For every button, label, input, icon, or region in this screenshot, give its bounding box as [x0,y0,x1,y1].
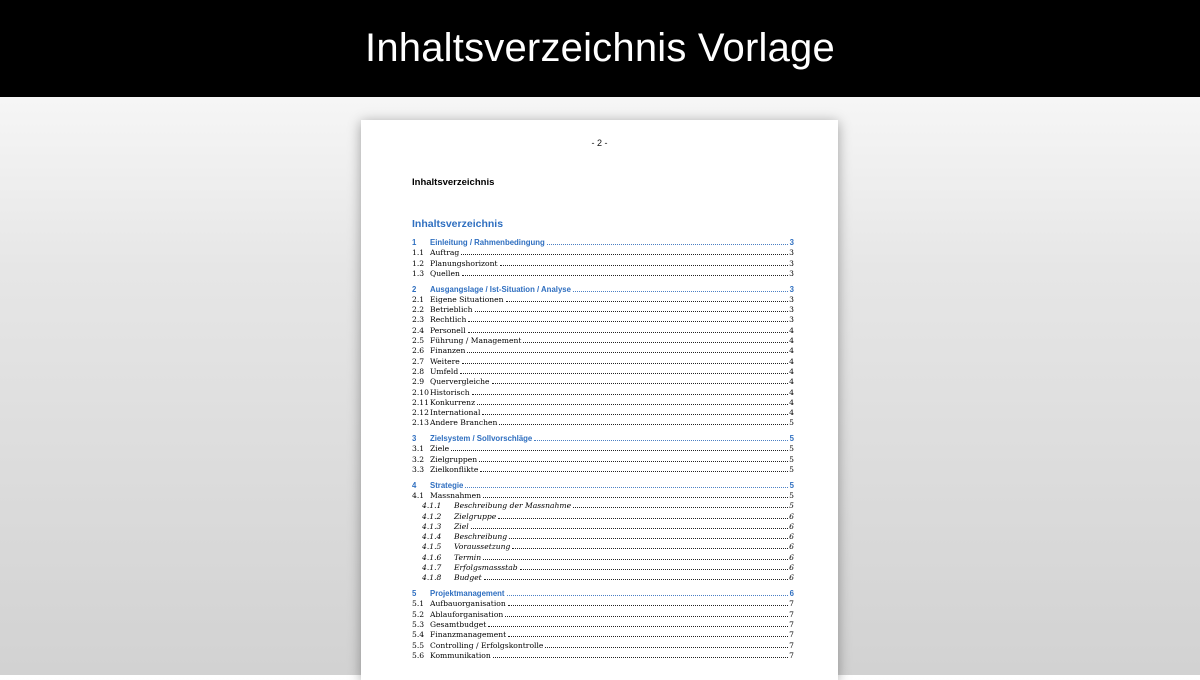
toc-entry-page: 3 [789,294,794,304]
toc-entry-label: Rechtlich [430,315,467,325]
toc-leader-dots [484,573,788,580]
toc-entry-label: Beschreibung der Massnahme [454,501,572,511]
toc-entry-label: Gesamtbudget [430,619,487,629]
toc-entry-number: 2.4 [412,325,425,335]
toc-entry-page: 7 [789,619,794,629]
toc-entry-label: Einleitung / Rahmenbedingung [430,238,545,247]
toc-entry-page: 3 [789,268,794,278]
toc-entry-label: Weitere [430,356,460,366]
toc-entry-label: Ausgangslage / Ist-Situation / Analyse [430,284,571,294]
toc-entry-page: 3 [789,284,794,294]
toc-entry-page: 4 [789,366,794,376]
toc-entry-number: 2.2 [412,305,425,315]
toc-entry-number: 2.13 [412,418,429,428]
toc-entry[interactable] [412,269,794,279]
toc-chapter-entry[interactable] [412,434,794,444]
toc-entry-number: 1.2 [412,258,425,268]
toc-entry[interactable] [412,501,794,511]
toc-entry-label: Finanzmanagement [430,630,507,640]
table-of-contents [412,238,794,661]
toc-entry-label: Termin [454,552,482,562]
toc-entry-page: 5 [789,418,794,428]
toc-entry-page: 6 [789,573,794,583]
toc-entry-number: 5.2 [412,609,425,619]
toc-leader-dots [534,434,788,441]
toc-entry-label: Planungshorizont [430,258,498,268]
toc-entry-label: Zielgruppe [454,511,497,521]
toc-leader-dots [462,269,788,276]
toc-entry-page: 4 [789,356,794,366]
toc-entry-number: 3.1 [412,444,425,454]
toc-entry-label: Quellen [430,268,460,278]
toc-entry-page: 4 [789,377,794,387]
toc-entry-number: 4.1.7 [422,563,442,573]
toc-leader-dots [480,465,788,472]
toc-leader-dots [523,336,788,343]
toc-entry-label: Umfeld [430,366,459,376]
toc-entry-number: 5.4 [412,630,425,640]
toc-entry-number: 4.1.5 [422,542,442,552]
toc-entry-page: 6 [789,552,794,562]
toc-leader-dots [462,357,788,364]
toc-entry-label: Konkurrenz [430,397,476,407]
toc-entry-number: 3.2 [412,454,425,464]
toc-entry-number: 5 [412,589,417,599]
toc-leader-dots [545,641,788,648]
toc-entry-label: Voraussetzung [454,542,511,552]
toc-entry-label: Zielsystem / Sollvorschläge [430,434,533,444]
toc-entry-label: Betrieblich [430,305,473,315]
toc-entry-number: 5.3 [412,619,425,629]
toc-entry[interactable] [412,599,794,609]
toc-entry-label: Personell [430,325,466,335]
toc-entry-number: 2 [412,284,417,294]
toc-entry[interactable] [412,465,794,475]
toc-entry-page: 3 [789,248,794,258]
toc-leader-dots [508,630,788,637]
toc-entry-page: 5 [789,444,794,454]
toc-entry-page: 7 [789,630,794,640]
page-number: - 2 - [591,138,608,148]
toc-entry[interactable] [412,336,794,346]
toc-entry-label: Kommunikation [430,650,491,660]
toc-entry-label: Eigene Situationen [430,294,504,304]
toc-entry-page: 4 [789,397,794,407]
toc-chapter-entry[interactable] [412,589,794,599]
toc-entry-page: 4 [789,336,794,346]
toc-entry-number: 2.12 [412,408,429,418]
toc-entry-number: 2.1 [412,294,425,304]
toc-entry[interactable] [412,610,794,620]
toc-entry[interactable] [412,455,794,465]
toc-entry-label: Andere Branchen [430,418,498,428]
toc-leader-dots [500,259,788,266]
toc-entry[interactable] [412,641,794,651]
toc-entry[interactable] [412,651,794,661]
toc-entry[interactable] [412,346,794,356]
toc-entry[interactable] [412,522,794,532]
toc-entry[interactable] [412,630,794,640]
toc-entry-label: Projektmanagement [430,589,505,599]
toc-leader-dots [509,532,788,539]
toc-entry[interactable] [412,620,794,630]
toc-entry-page: 3 [789,238,794,247]
toc-entry-page: 4 [789,387,794,397]
toc-entry-number: 4.1 [412,491,425,500]
toc-entry-label: Massnahmen [430,491,481,500]
toc-leader-dots [483,553,788,560]
toc-entry-number: 5.5 [412,640,425,650]
toc-leader-dots [573,285,788,292]
toc-entry[interactable] [412,418,794,428]
toc-entry-label: Zielkonflikte [430,465,479,475]
toc-entry-number: 4.1.6 [422,552,442,562]
toc-entry[interactable] [412,444,794,454]
toc-entry-number: 5.6 [412,650,425,660]
toc-entry[interactable] [412,542,794,552]
toc-entry-number: 2.3 [412,315,425,325]
toc-entry-page: 4 [789,346,794,356]
toc-leader-dots [475,305,788,312]
toc-leader-dots [451,444,788,451]
toc-leader-dots [482,408,788,415]
toc-entry-number: 2.9 [412,377,425,387]
toc-entry-page: 6 [789,589,794,599]
toc-entry[interactable] [412,398,794,408]
toc-entry-number: 3 [412,434,417,444]
toc-entry[interactable] [412,305,794,315]
toc-entry-label: Aufbauorganisation [430,599,506,609]
toc-entry-label: Finanzen [430,346,466,356]
toc-entry-page: 5 [789,465,794,475]
toc-leader-dots [507,589,788,596]
toc-leader-dots [493,651,788,658]
toc-leader-dots [460,367,788,374]
toc-entry-number: 1 [412,238,417,247]
toc-entry-label: Ziele [430,444,450,454]
toc-leader-dots [467,346,788,353]
toc-entry[interactable] [412,563,794,573]
toc-entry-number: 4.1.3 [422,521,442,531]
toc-entry-number: 2.7 [412,356,425,366]
toc-entry-page: 5 [789,480,794,490]
toc-entry[interactable] [412,553,794,563]
toc-entry[interactable] [412,367,794,377]
toc-entry-label: International [430,408,481,418]
toc-entry[interactable] [412,532,794,542]
toc-entry-number: 4.1.1 [422,501,442,511]
toc-entry[interactable] [412,295,794,305]
toc-entry-page: 6 [789,542,794,552]
toc-title: Inhaltsverzeichnis [412,218,504,230]
toc-entry-page: 7 [789,599,794,609]
toc-entry-page: 5 [789,491,794,500]
toc-entry-page: 3 [789,315,794,325]
toc-entry[interactable] [412,388,794,398]
banner-title: Inhaltsverzeichnis Vorlage [365,26,835,70]
toc-leader-dots [468,326,788,333]
toc-entry-page: 7 [789,609,794,619]
toc-leader-dots [465,481,788,488]
toc-entry-number: 1.3 [412,268,425,278]
toc-entry-page: 6 [789,521,794,531]
toc-leader-dots [471,522,788,529]
toc-entry[interactable] [412,259,794,269]
toc-entry-number: 4.1.8 [422,573,442,583]
toc-entry-label: Budget [454,573,482,583]
toc-entry-page: 6 [789,511,794,521]
toc-chapter-entry[interactable] [412,285,794,295]
toc-entry[interactable] [412,377,794,387]
toc-entry-label: Ziel [454,521,469,531]
toc-entry-label: Historisch [430,387,470,397]
toc-leader-dots [505,610,788,617]
toc-entry-number: 2.5 [412,336,425,346]
toc-entry[interactable] [412,357,794,367]
toc-entry-page: 7 [789,640,794,650]
toc-entry-page: 5 [789,501,794,511]
toc-leader-dots [512,542,788,549]
page-heading: Inhaltsverzeichnis [412,177,495,188]
toc-leader-dots [492,377,788,384]
toc-entry-page: 6 [789,563,794,573]
toc-entry[interactable] [412,315,794,325]
toc-entry-number: 2.10 [412,387,429,397]
toc-entry-label: Erfolgsmassstab [454,563,518,573]
toc-leader-dots [573,501,788,508]
toc-entry-label: Zielgruppen [430,454,478,464]
toc-entry[interactable] [412,408,794,418]
toc-entry[interactable] [412,491,794,501]
toc-leader-dots [468,315,788,322]
toc-entry-page: 3 [789,305,794,315]
toc-entry-page: 4 [789,408,794,418]
toc-entry[interactable] [412,248,794,258]
toc-entry[interactable] [412,512,794,522]
toc-leader-dots [479,455,788,462]
toc-entry-number: 2.11 [412,397,429,407]
toc-entry-page: 5 [789,454,794,464]
toc-leader-dots [488,620,788,627]
document-page [361,120,838,680]
toc-entry-page: 4 [789,325,794,335]
toc-leader-dots [477,398,788,405]
toc-entry-number: 1.1 [412,248,425,258]
toc-entry-page: 6 [789,532,794,542]
toc-entry-page: 3 [789,258,794,268]
toc-chapter-entry[interactable] [412,238,794,248]
toc-entry-number: 5.1 [412,599,425,609]
toc-entry-label: Strategie [430,480,464,490]
toc-entry-number: 4.1.4 [422,532,442,542]
toc-entry-label: Auftrag [430,248,460,258]
toc-entry-number: 2.6 [412,346,425,356]
toc-entry-label: Beschreibung [454,532,508,542]
toc-leader-dots [483,491,788,498]
toc-entry-number: 4.1.2 [422,511,442,521]
toc-leader-dots [498,512,788,519]
toc-entry-number: 4 [412,480,417,490]
toc-leader-dots [547,238,788,245]
toc-entry-label: Quervergleiche [430,377,490,387]
toc-leader-dots [499,418,788,425]
toc-chapter-entry[interactable] [412,481,794,491]
toc-entry-page: 7 [789,650,794,660]
toc-entry-label: Ablauforganisation [430,609,504,619]
toc-entry-number: 3.3 [412,465,425,475]
toc-leader-dots [472,388,788,395]
toc-leader-dots [461,248,788,255]
toc-entry[interactable] [412,573,794,583]
toc-leader-dots [508,599,788,606]
toc-entry-label: Controlling / Erfolgskontrolle [430,640,544,650]
toc-entry-page: 5 [789,434,794,444]
banner [0,0,1200,97]
toc-leader-dots [520,563,788,570]
toc-entry-label: Führung / Management [430,336,522,346]
toc-entry[interactable] [412,326,794,336]
toc-entry-number: 2.8 [412,366,425,376]
toc-leader-dots [506,295,788,302]
